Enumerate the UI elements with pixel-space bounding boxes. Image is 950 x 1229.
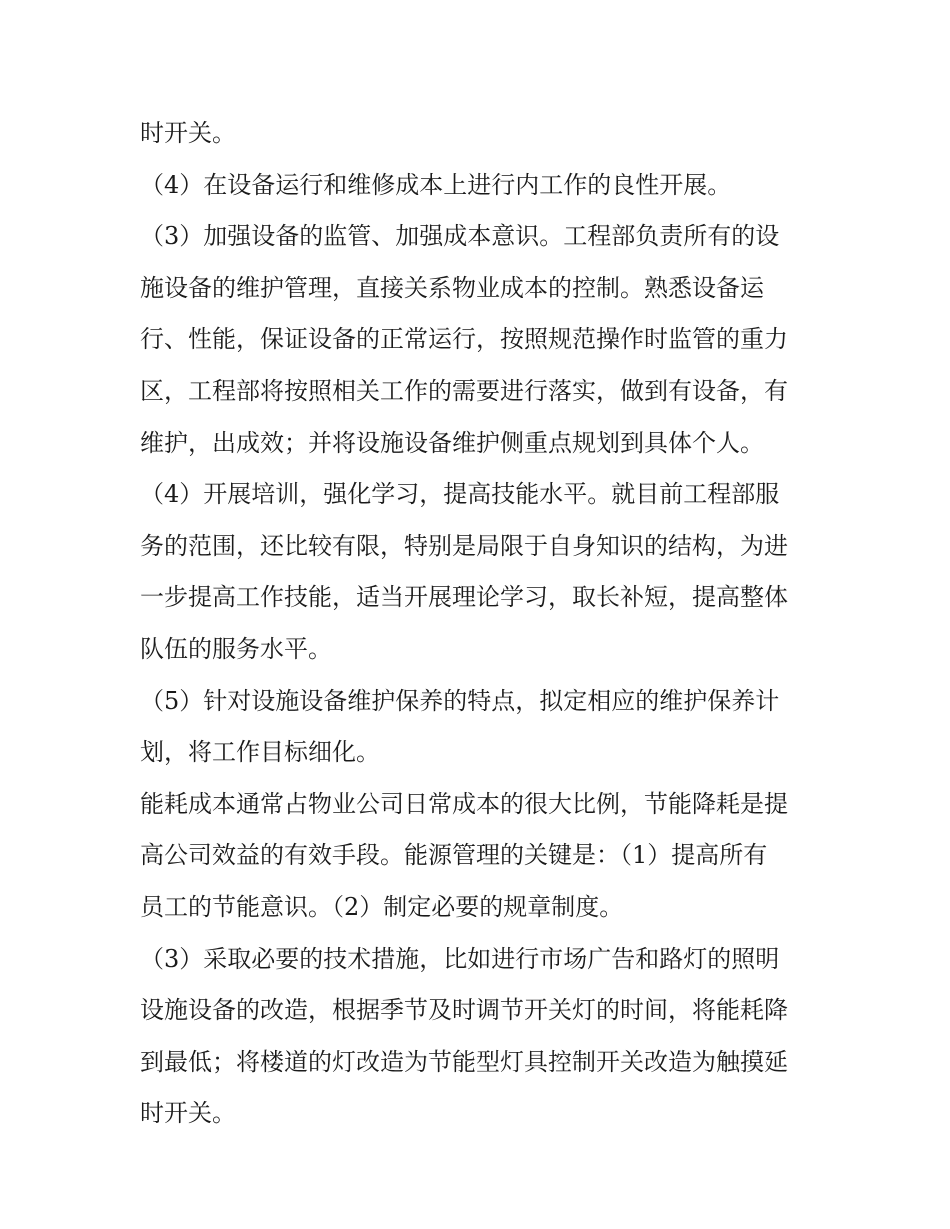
text-line: 时开关。 — [140, 1099, 236, 1128]
text-line: 行、性能，保证设备的正常运行，按照规范操作时监管的重力 — [140, 325, 788, 354]
text-line: 能耗成本通常占物业公司日常成本的很大比例，节能降耗是提 — [140, 789, 788, 818]
text-line: 到最低；将楼道的灯改造为节能型灯具控制开关改造为触摸延 — [140, 1047, 788, 1076]
text-line: （5）针对设施设备维护保养的特点，拟定相应的维护保养计 — [140, 686, 780, 715]
text-line: 一步提高工作技能，适当开展理论学习，取长补短，提高整体 — [140, 583, 788, 612]
document-body — [140, 108, 820, 1140]
text-line: （3）采取必要的技术措施，比如进行市场广告和路灯的照明 — [140, 944, 780, 973]
text-line: （3）加强设备的监管、加强成本意识。工程部负责所有的设 — [140, 222, 780, 251]
text-line: 时开关。 — [140, 119, 236, 147]
text-line: 员工的节能意识。（2）制定必要的规章制度。 — [140, 892, 624, 921]
text-line: （4）开展培训，强化学习，提高技能水平。就目前工程部服 — [140, 480, 780, 509]
text-line: （4）在设备运行和维修成本上进行内工作的良性开展。 — [140, 170, 732, 199]
text-line: 设施设备的改造，根据季节及时调节开关灯的时间，将能耗降 — [140, 996, 788, 1025]
text-line: 高公司效益的有效手段。能源管理的关键是：（1）提高所有 — [140, 841, 768, 870]
text-line: 区，工程部将按照相关工作的需要进行落实，做到有设备，有 — [140, 376, 788, 405]
text-line: 维护，出成效；并将设施设备维护侧重点规划到具体个人。 — [140, 428, 764, 457]
text-line: 划，将工作目标细化。 — [140, 738, 380, 767]
text-line: 队伍的服务水平。 — [140, 634, 332, 663]
text-line: 施设备的维护管理，直接关系物业成本的控制。熟悉设备运 — [140, 273, 764, 302]
text-line: 务的范围，还比较有限，特别是局限于自身知识的结构，为进 — [140, 531, 788, 560]
